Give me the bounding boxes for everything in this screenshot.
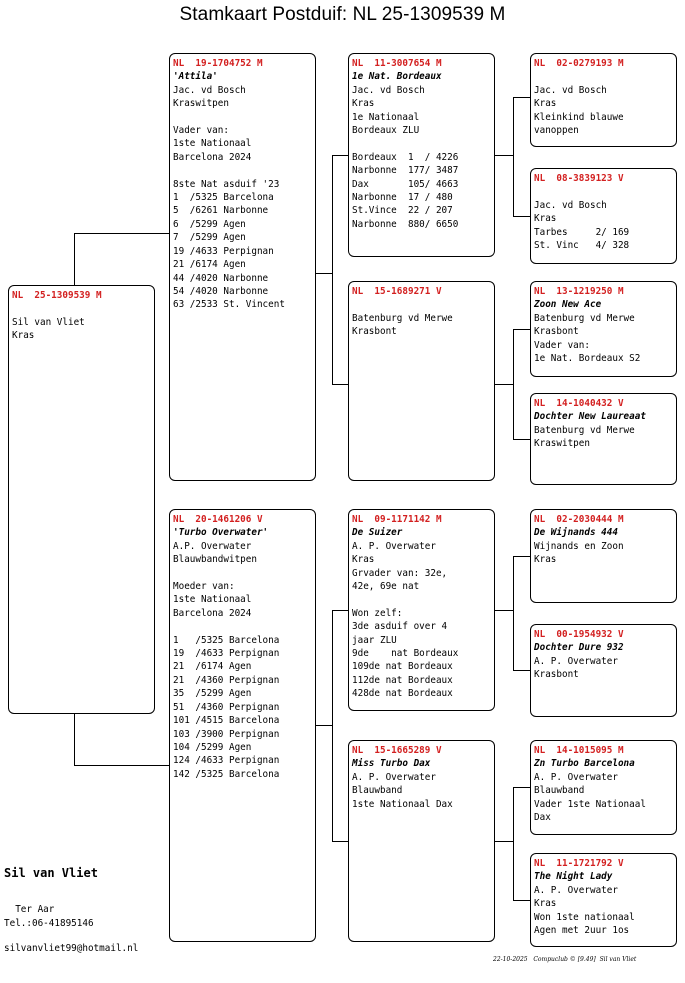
info-line: Krasbont [534,669,579,681]
info-line: 101 /4515 Barcelona [173,715,280,727]
connector [513,329,514,439]
ring-number: NL 13-1219250 M [534,286,624,297]
owner-phone: Tel.:06-41895146 [4,918,94,929]
info-line: Wijnands en Zoon [534,540,624,552]
info-line: Kras [352,554,375,566]
pigeon-name: The Night Lady [534,871,613,883]
info-line: Dax 105/ 4663 [352,178,459,190]
great-grandparent-card-4 [530,393,677,485]
info-line [12,302,154,315]
info-line: 1 /5325 Barcelona [173,634,280,646]
great-grandparent-card-1 [530,53,677,147]
connector [513,329,530,330]
owner-email: silvanvliet99@hotmail.nl [4,943,139,954]
info-line: Bordeaux 1 / 4226 [352,151,459,163]
owner-place: Ter Aar [4,904,55,915]
info-line: Kras [534,98,557,110]
info-line: 3de asduif over 4 [352,621,448,633]
info-line: Narbonne 177/ 3487 [352,165,459,177]
info-line: Kras [534,898,557,910]
info-line: A. P. Overwater [534,655,618,667]
info-line [534,70,676,83]
connector [513,97,514,216]
connector [513,556,530,557]
info-line: Agen met 2uur 1os [534,925,630,937]
connector [513,900,530,901]
connector [332,610,348,611]
pigeon-name: 1e Nat. Bordeaux [352,71,442,83]
grandsire-paternal-card [348,53,495,257]
great-grandparent-card-6 [530,624,677,717]
info-line: 142 /5325 Barcelona [173,768,280,780]
ring-number: NL 15-1689271 V [352,286,442,297]
info-line [352,298,494,311]
connector [513,439,530,440]
info-line: Kras [352,98,375,110]
info-line: 1 /5325 Barcelona [173,192,274,204]
pigeon-name: Miss Turbo Dax [352,758,431,770]
ring-number: NL 25-1309539 M [12,290,102,301]
ring-number: NL 11-1721792 V [534,858,624,869]
info-line: Barcelona 2024 [173,607,252,619]
pigeon-name: Dochter New Laureaat [534,411,646,423]
ring-number: NL 08-3839123 V [534,173,624,184]
info-line: Blauwbandwitpen [173,554,257,566]
page-title: Stamkaart Postduif: NL 25-1309539 M [179,4,506,25]
info-line: 9de nat Bordeaux [352,648,459,660]
pigeon-name: Zoon New Ace [534,299,602,311]
great-grandparent-card-8 [530,853,677,947]
info-line: Kras [534,554,557,566]
pigeon-name: De Suizer [352,527,403,539]
connector [316,273,332,274]
info-line: St.Vince 22 / 207 [352,205,453,217]
connector [513,787,514,900]
info-line: 44 /4020 Narbonne [173,272,269,284]
info-line: 19 /4633 Perpignan [173,648,280,660]
info-line: A. P. Overwater [534,884,618,896]
info-line: A.P. Overwater [173,540,252,552]
info-line: Blauwband [352,785,403,797]
dam-card [169,509,316,942]
sire-card [169,53,316,481]
ring-number: NL 00-1954932 V [534,629,624,640]
info-line: Kraswitpen [534,438,590,450]
info-line: Kleinkind blauwe [534,111,624,123]
info-line: vanoppen [534,125,579,137]
info-line: 42e, 69e nat [352,581,420,593]
info-line: Kras [534,213,557,225]
connector [495,155,513,156]
info-line: St. Vinc 4/ 328 [534,240,630,252]
ring-number: NL 02-0279193 M [534,58,624,69]
great-grandparent-card-3 [530,281,677,377]
info-line: Jac. vd Bosch [352,84,425,96]
info-line: Narbonne 17 / 480 [352,192,453,204]
info-line: 54 /4020 Narbonne [173,285,269,297]
info-line: 1e Nationaal [352,111,420,123]
pigeon-name: Zn Turbo Barcelona [534,758,635,770]
info-line: 1e Nat. Bordeaux S2 [534,353,641,365]
info-line: 5 /6261 Narbonne [173,205,269,217]
info-line: Vader 1ste Nationaal [534,798,646,810]
info-line: Vader van: [534,339,590,351]
connector [513,97,530,98]
ring-number: NL 02-2030444 M [534,514,624,525]
info-line [352,593,494,606]
info-line: Vader van: [173,125,229,137]
info-line: Kraswitpen [173,98,229,110]
info-line: Dax [534,812,551,824]
pigeon-name: 'Turbo Overwater' [173,527,269,539]
info-line: 21 /6174 Agen [173,661,252,673]
info-line: 104 /5299 Agen [173,741,252,753]
ring-number: NL 15-1665289 V [352,745,442,756]
info-line: Won zelf: [352,607,403,619]
connector [513,787,530,788]
connector [332,841,348,842]
info-line: Krasbont [534,326,579,338]
granddam-paternal-card [348,281,495,481]
info-line: 109de nat Bordeaux [352,661,453,673]
pigeon-name: 'Attila' [173,71,218,83]
info-line: 428de nat Bordeaux [352,688,453,700]
pigeon-name: De Wijnands 444 [534,527,618,539]
ring-number: NL 19-1704752 M [173,58,263,69]
info-line: 124 /4633 Perpignan [173,755,280,767]
info-line [173,164,315,177]
info-line: Blauwband [534,785,585,797]
info-line: 1ste Nationaal [173,594,252,606]
info-line: Jac. vd Bosch [534,84,607,96]
info-line: Krasbont [352,326,397,338]
info-line: Batenburg vd Merwe [534,424,635,436]
owner-name: Sil van Vliet [4,866,98,880]
info-line: Jac. vd Bosch [534,199,607,211]
connector [316,725,332,726]
connector [74,233,75,285]
connector [495,384,513,385]
info-line: 21 /6174 Agen [173,259,246,271]
info-line [173,111,315,124]
info-line: Won 1ste nationaal [534,911,635,923]
info-line: Jac. vd Bosch [173,84,246,96]
ring-number: NL 14-1040432 V [534,398,624,409]
info-line: 112de nat Bordeaux [352,674,453,686]
info-line: 103 /3900 Perpignan [173,728,280,740]
connector [332,155,348,156]
info-line [173,567,315,580]
info-line: 21 /4360 Perpignan [173,674,280,686]
info-line: 19 /4633 Perpignan [173,245,274,257]
grandsire-maternal-card [348,509,495,711]
granddam-maternal-card [348,740,495,942]
ring-number: NL 14-1015095 M [534,745,624,756]
info-line: 51 /4360 Perpignan [173,701,280,713]
info-line: 35 /5299 Agen [173,688,252,700]
ring-number: NL 20-1461206 V [173,514,263,525]
connector [332,155,333,384]
connector [74,765,169,766]
great-grandparent-card-2 [530,168,677,264]
info-line: 1ste Nationaal [173,138,252,150]
info-line: 7 /5299 Agen [173,232,246,244]
info-line: 63 /2533 St. Vincent [173,299,285,311]
info-line: Batenburg vd Merwe [352,312,453,324]
info-line: Sil van Vliet [12,316,85,328]
footer-credit: 22-10-2025 Compuclub © [9.49] Sil van Vliet [493,956,637,963]
connector [513,670,530,671]
info-line [534,185,676,198]
info-line: Barcelona 2024 [173,151,252,163]
info-line: Kras [12,330,35,342]
pigeon-name: Dochter Dure 932 [534,642,624,654]
connector [332,384,348,385]
info-line: Batenburg vd Merwe [534,312,635,324]
info-line: 6 /5299 Agen [173,218,246,230]
info-line: Bordeaux ZLU [352,125,420,137]
connector [74,233,169,234]
info-line [352,137,494,150]
info-line: Narbonne 880/ 6650 [352,218,459,230]
info-line [173,620,315,633]
connector [495,841,513,842]
info-line: A. P. Overwater [352,771,436,783]
connector [513,216,530,217]
connector [74,714,75,765]
connector [513,556,514,670]
info-line: 8ste Nat asduif '23 [173,178,280,190]
connector [332,610,333,841]
info-line: Grvader van: 32e, [352,567,448,579]
info-line: A. P. Overwater [534,771,618,783]
connector [495,610,513,611]
great-grandparent-card-5 [530,509,677,603]
info-line: Moeder van: [173,581,235,593]
info-line: 1ste Nationaal Dax [352,798,453,810]
info-line: jaar ZLU [352,634,397,646]
subject-card [8,285,155,714]
ring-number: NL 09-1171142 M [352,514,442,525]
great-grandparent-card-7 [530,740,677,835]
info-line: Tarbes 2/ 169 [534,226,630,238]
ring-number: NL 11-3007654 M [352,58,442,69]
info-line: A. P. Overwater [352,540,436,552]
